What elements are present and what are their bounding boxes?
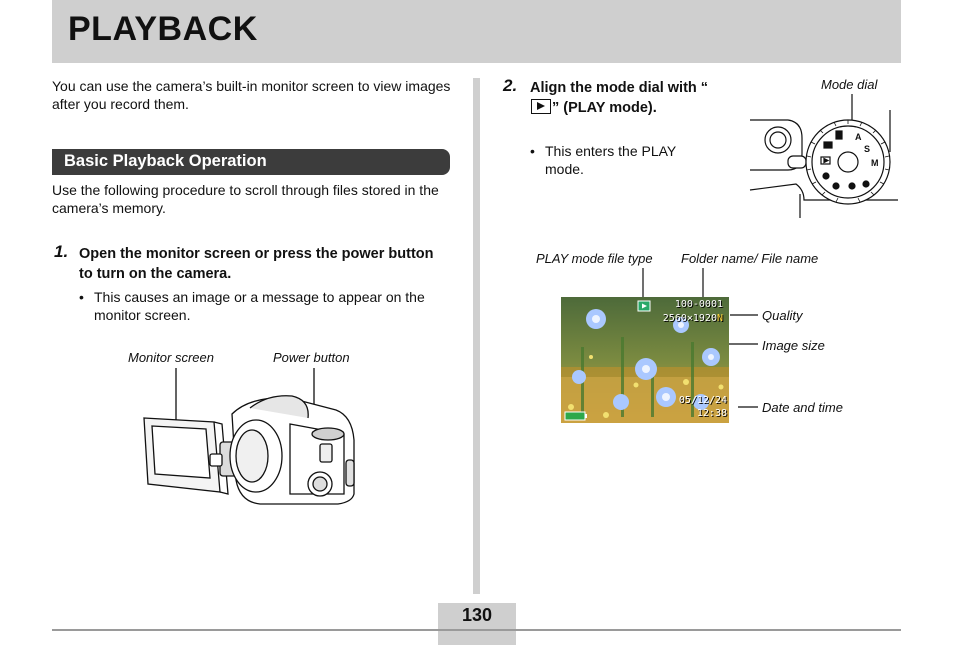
step-2-number: 2. xyxy=(503,76,518,95)
step-1-bullet xyxy=(79,288,439,324)
image-size-readout xyxy=(663,313,723,324)
section-title: Basic Playback Operation xyxy=(64,152,267,170)
step-2-bullet xyxy=(530,142,700,178)
mode-dial-illustration xyxy=(748,94,898,218)
playback-screen xyxy=(561,297,729,423)
bullet-mark: • xyxy=(530,143,535,159)
folder-name-caption: Folder name/ File name xyxy=(681,251,819,266)
dial-letter-a: A xyxy=(855,132,862,142)
page-number-box-lower xyxy=(438,631,516,645)
power-button-caption: Power button xyxy=(273,350,350,365)
step-1-bullet-text: This causes an image or a message to appear on the monitor screen. xyxy=(94,289,425,323)
file-type-caption: PLAY mode file type xyxy=(536,251,653,266)
step-2-text-before: Align the mode dial with “ xyxy=(530,80,709,96)
monitor-screen-caption: Monitor screen xyxy=(128,350,214,365)
step-2-bullet-text: This enters the PLAY mode. xyxy=(545,143,676,177)
step-1-text: Open the monitor screen or press the power button to turn on the camera. xyxy=(79,246,434,282)
image-size-caption: Image size xyxy=(762,338,825,353)
dial-letter-s: S xyxy=(864,144,871,154)
quality-mark: N xyxy=(716,313,723,324)
page-number: 130 xyxy=(461,605,493,625)
step-2-text xyxy=(530,78,710,118)
intro-text: You can use the camera’s built-in monitor screen to view images after you record them. xyxy=(52,78,451,112)
page-title: PLAYBACK xyxy=(68,10,258,48)
play-mode-icon xyxy=(531,99,551,114)
section-text: Use the following procedure to scroll through files stored in the camera’s memory. xyxy=(52,182,439,216)
camera-illustration xyxy=(140,360,360,510)
image-size-value: 2560×1920 xyxy=(662,313,717,324)
quality-caption: Quality xyxy=(762,308,803,323)
date-time-caption: Date and time xyxy=(762,400,843,415)
mode-dial-caption: Mode dial xyxy=(821,77,878,92)
time-readout: 12:38 xyxy=(696,408,727,419)
folder-file-name: 100-0001 xyxy=(674,299,723,310)
date-readout: 05/12/24 xyxy=(678,395,727,406)
column-divider xyxy=(473,78,480,594)
bullet-mark: • xyxy=(79,289,84,305)
step-1-number: 1. xyxy=(54,242,69,261)
step-2-text-after: ” (PLAY mode). xyxy=(552,100,657,116)
dial-letter-m: M xyxy=(871,158,879,168)
